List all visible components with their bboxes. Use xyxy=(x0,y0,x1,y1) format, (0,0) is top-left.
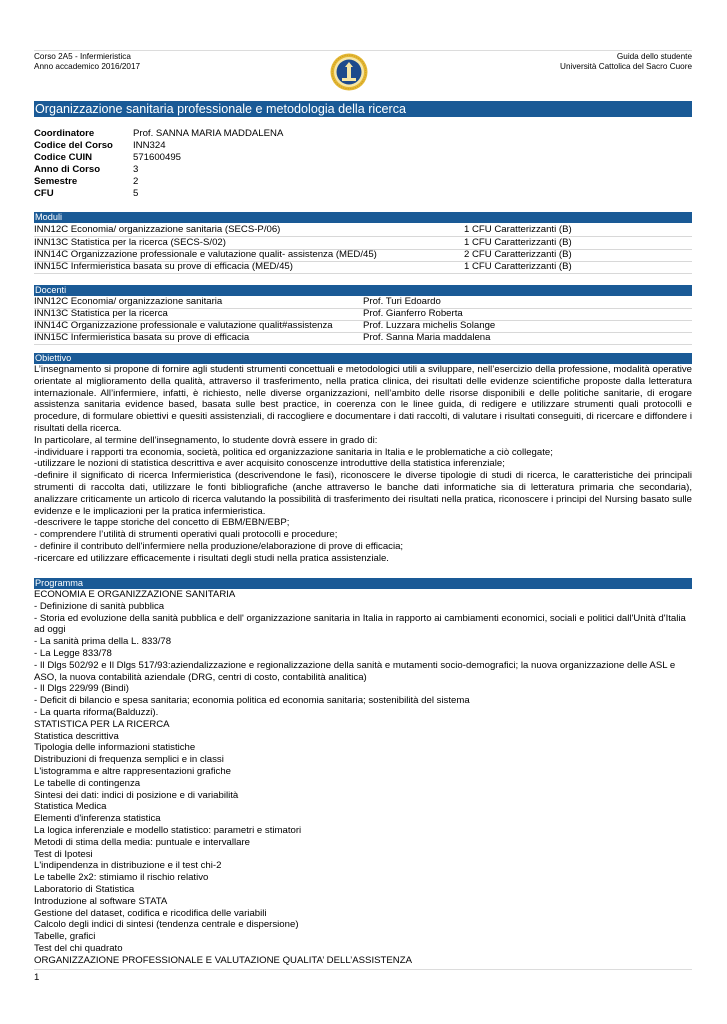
header-rule xyxy=(34,50,692,51)
module-name: INN14C Organizzazione professionale e valutazione qualit- assistenza (MED/45) xyxy=(34,249,377,260)
programma-line: - Definizione di sanità pubblica xyxy=(34,600,165,612)
guide-title: Guida dello studente xyxy=(616,52,692,61)
programma-line: Le tabelle 2x2: stimiamo il rischio relativo xyxy=(34,872,209,884)
module-row xyxy=(34,237,692,249)
info-row-codice-cuin xyxy=(34,152,283,164)
programma-line: Statistica Medica xyxy=(34,801,107,813)
programma-line: - Il Dlgs 229/99 (Bindi) xyxy=(34,683,129,695)
programma-line: - La sanità prima della L. 833/78 xyxy=(34,636,172,648)
module-row xyxy=(34,224,692,236)
teacher-name: Prof. Gianferro Roberta xyxy=(363,308,463,319)
docenti-heading: Docenti xyxy=(34,285,692,296)
info-label: Semestre xyxy=(34,176,78,187)
obiettivo-heading: Obiettivo xyxy=(34,353,692,364)
programma-line: L'istogramma e altre rappresentazioni grafiche xyxy=(34,765,232,777)
info-value: 3 xyxy=(133,164,139,175)
programma-line: La logica inferenziale e modello statistico: parametri e stimatori xyxy=(34,824,302,836)
info-label: Coordinatore xyxy=(34,128,95,139)
obiettivo-paragraph: - definire il contributo dell'infermiere nella produzione/elaborazione di prove di efficacia; xyxy=(34,540,404,552)
teacher-module: INN15C Infermieristica basata su prove di efficacia xyxy=(34,332,250,343)
info-label: Codice CUIN xyxy=(34,152,93,163)
obiettivo-paragraph: -descrivere le tappe storiche del concetto di EBM/EBN/EBP; xyxy=(34,517,290,529)
module-cfu: 2 CFU Caratterizzanti (B) xyxy=(464,249,572,260)
obiettivo-paragraph: -definire il significato di ricerca Infermieristica (descrivendone le fasi), riconoscere le diverse tipologie di studi di ricerca, le caratteristiche dei principali strumenti di raccolta dati, utilizzare le fonti bibliografiche (anche attraverso le banche dati informatiche sia di letteratura primaria che secondaria), analizzare criticamente un articolo di ricerca valutando la possibilità di trasferimento dei risultati nella pratica, riconoscere i principi del Nursing basato sulle evidenze e le implicazioni per la pratica infermieristica. xyxy=(34,470,692,517)
academic-year: Anno accademico 2016/2017 xyxy=(34,62,141,71)
info-label: Codice del Corso xyxy=(34,140,113,151)
row-divider xyxy=(34,344,692,345)
programma-line: - Deficit di bilancio e spesa sanitaria; economia politica ed economia sanitaria; sostenibilità del sistema xyxy=(34,695,470,707)
programma-line: Calcolo degli indici di sintesi (tendenza centrale e dispersione) xyxy=(34,919,299,931)
info-row-semestre xyxy=(34,176,283,188)
teacher-module: INN13C Statistica per la ricerca xyxy=(34,308,168,319)
obiettivo-paragraph: -ricercare ed utilizzare efficacemente i risultati degli studi nella pratica assistenziale. xyxy=(34,552,389,564)
footer-rule xyxy=(34,969,692,970)
programma-line: L'indipendenza in distribuzione e il test chi-2 xyxy=(34,860,222,872)
module-row xyxy=(34,249,692,261)
programma-line: Laboratorio di Statistica xyxy=(34,883,135,895)
course-header xyxy=(34,52,140,72)
info-row-anno xyxy=(34,164,283,176)
info-value: 5 xyxy=(133,188,139,199)
programma-line: ECONOMIA E ORGANIZZAZIONE SANITARIA xyxy=(34,589,236,600)
info-label: CFU xyxy=(34,188,54,199)
module-cfu: 1 CFU Caratterizzanti (B) xyxy=(464,237,572,248)
guide-header xyxy=(560,52,692,72)
programma-line: Test del chi quadrato xyxy=(34,942,123,954)
module-name: INN13C Statistica per la ricerca (SECS-S/02) xyxy=(34,237,226,248)
programma-line: Distribuzioni di frequenza semplici e in classi xyxy=(34,754,224,766)
teacher-row xyxy=(34,320,692,332)
programma-line: Elementi d'inferenza statistica xyxy=(34,813,161,825)
obiettivo-text xyxy=(34,364,692,565)
programma-line: - La Legge 833/78 xyxy=(34,647,112,659)
university-seal-icon xyxy=(330,53,368,91)
programma-line: Gestione del dataset, codifica e ricodifica delle variabili xyxy=(34,907,267,919)
programma-heading: Programma xyxy=(34,578,692,589)
programma-line: STATISTICA PER LA RICERCA xyxy=(34,718,170,730)
info-row-cfu xyxy=(34,188,283,200)
teacher-module: INN14C Organizzazione professionale e valutazione qualit#assistenza xyxy=(34,320,333,331)
module-cfu: 1 CFU Caratterizzanti (B) xyxy=(464,224,572,235)
programma-line: Statistica descrittiva xyxy=(34,730,119,742)
teacher-module: INN12C Economia/ organizzazione sanitaria xyxy=(34,296,223,307)
teacher-name: Prof. Turi Edoardo xyxy=(363,296,441,307)
programma-line: - Il Dlgs 502/92 e Il Dlgs 517/93:aziendalizzazione e regionalizzazione della sanità e mutamenti socio-demografici; la nuova organizzazione delle ASL e ASO, la nuova contabilità aziendale (DRG, centri di costo, contabilità analitica) xyxy=(34,659,676,683)
programma-line: Metodi di stima della media: puntuale e intervallare xyxy=(34,836,250,848)
info-value: INN324 xyxy=(133,140,166,151)
programma-line: - Storia ed evoluzione della sanità pubblica e dell' organizzazione sanitaria in Italia in rapporto ai cambiamenti economici, sociali e politici dall'Unità d'Italia ad oggi xyxy=(34,612,686,636)
module-cfu: 1 CFU Caratterizzanti (B) xyxy=(464,261,572,272)
obiettivo-paragraph: - comprendere l’utilità di strumenti operativi quali protocolli e procedure; xyxy=(34,529,338,541)
programma-line: ORGANIZZAZIONE PROFESSIONALE E VALUTAZIONE QUALITA’ DELL’ASSISTENZA xyxy=(34,954,412,966)
course-info xyxy=(34,128,283,200)
module-row xyxy=(34,261,692,273)
university-name: Università Cattolica del Sacro Cuore xyxy=(560,62,692,71)
course-title: Organizzazione sanitaria professionale e metodologia della ricerca xyxy=(34,101,692,117)
teacher-name: Prof. Sanna Maria maddalena xyxy=(363,332,491,343)
page-number: 1 xyxy=(34,972,40,983)
programma-line: Tabelle, grafici xyxy=(34,931,96,943)
info-label: Anno di Corso xyxy=(34,164,101,175)
teacher-name: Prof. Luzzara michelis Solange xyxy=(363,320,496,331)
programma-line: Sintesi dei dati: indici di posizione e di variabilità xyxy=(34,789,239,801)
programma-line: - La quarta riforma(Balduzzi). xyxy=(34,706,159,718)
info-row-coordinatore xyxy=(34,128,283,140)
course-name: Corso 2A5 - Infermieristica xyxy=(34,52,131,61)
moduli-heading: Moduli xyxy=(34,212,692,223)
programma-text xyxy=(34,589,692,967)
programma-line: Test di Ipotesi xyxy=(34,848,93,860)
info-value: 571600495 xyxy=(133,152,182,163)
teacher-row xyxy=(34,332,692,344)
module-name: INN15C Infermieristica basata su prove di efficacia (MED/45) xyxy=(34,261,293,272)
obiettivo-paragraph: -individuare i rapporti tra economia, società, politica ed organizzazione sanitaria in Italia e le problematiche a ciò collegate; xyxy=(34,446,553,458)
obiettivo-paragraph: L’insegnamento si propone di fornire agli studenti strumenti concettuali e metodologici utili a sviluppare, nell’esercizio della professione, modalità operative orientate al miglioramento della qualità, attraverso il trasferimento, nella pratica clinica, dei risultati delle evidenze scientifiche proposte dalla letteratura internazionale. All’infermiere, infatti, è richiesto, nelle diverse organizzazioni, nell’ambito delle risorse disponibili e delle politiche sanitarie, di erogare assistenza sanitaria evidence based, basata sulle best practice, in coerenza con le linee guida, di redigere e utilizzare strumenti quali protocolli e procedure, di formulare obiettivi e quesiti assistenziali, di raccogliere e documentare i dati raccolti, di valutare i risultati conseguiti, di ricercare e diffondere i risultati della ricerca. xyxy=(34,364,692,434)
info-value: Prof. SANNA MARIA MADDALENA xyxy=(133,128,284,139)
obiettivo-paragraph: In particolare, al termine dell’insegnamento, lo studente dovrà essere in grado di: xyxy=(34,434,378,446)
programma-line: Le tabelle di contingenza xyxy=(34,777,141,789)
obiettivo-paragraph: -utilizzare le nozioni di statistica descrittiva e aver acquisito conoscenze introduttive della statistica inferenziale; xyxy=(34,458,505,470)
info-row-codice-corso xyxy=(34,140,283,152)
teacher-row xyxy=(34,308,692,320)
info-value: 2 xyxy=(133,176,139,187)
row-divider xyxy=(34,273,692,274)
programma-line: Introduzione al software STATA xyxy=(34,895,168,907)
programma-line: Tipologia delle informazioni statistiche xyxy=(34,742,196,754)
teacher-row xyxy=(34,296,692,308)
module-name: INN12C Economia/ organizzazione sanitaria (SECS-P/06) xyxy=(34,224,281,235)
